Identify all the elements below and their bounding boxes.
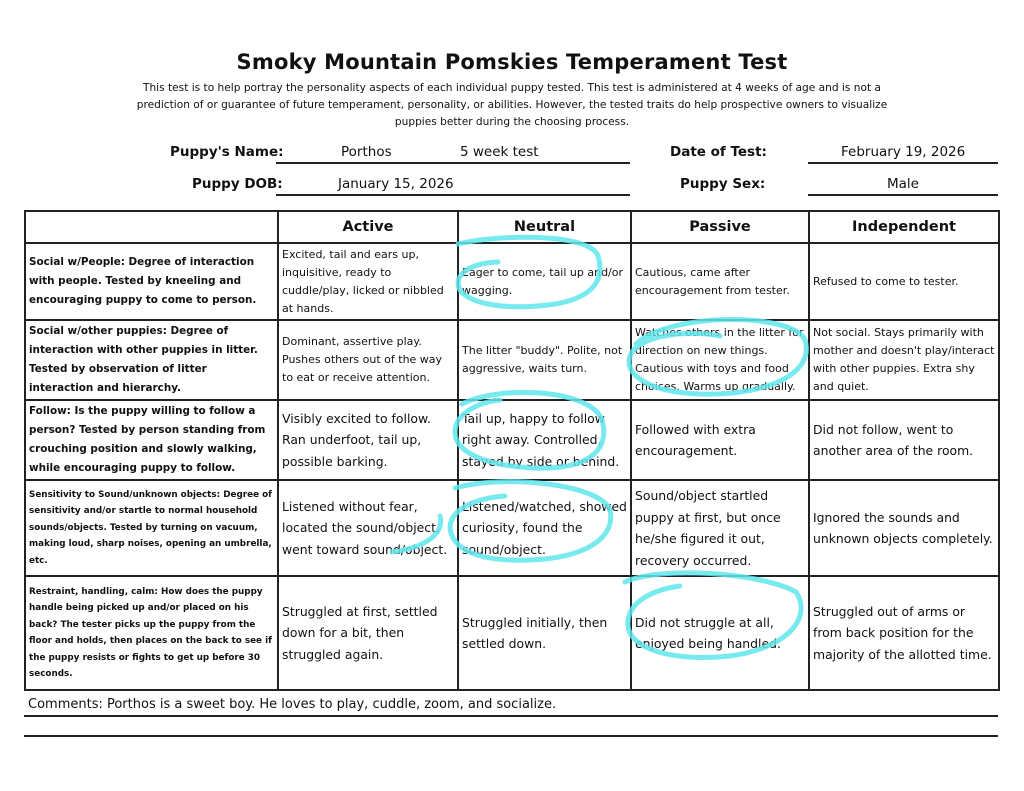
table-row: [25, 576, 999, 690]
comments-second-line: [24, 735, 998, 737]
cell-neutral: Eager to come, tail up and/or wagging.: [458, 243, 631, 320]
table-header-row: [25, 211, 999, 243]
table-row: [25, 480, 999, 576]
table-row: [25, 320, 999, 400]
table-row: [25, 243, 999, 320]
cell-passive: Cautious, came after encouragement from tester.: [631, 243, 809, 320]
cell-active: Struggled at first, settled down for a bit, then struggled again.: [278, 576, 458, 690]
cell-neutral: Tail up, happy to follow right away. Controlled, stayed by side or behind.: [458, 400, 631, 480]
document-title: Smoky Mountain Pomskies Temperament Test: [236, 50, 788, 74]
puppy-dob-value: January 15, 2026: [338, 176, 454, 192]
column-header-neutral: Neutral: [458, 211, 631, 243]
cell-active: Visibly excited to follow. Ran underfoot, tail up, possible barking.: [278, 400, 458, 480]
cell-independent: Ignored the sounds and unknown objects completely.: [809, 480, 999, 576]
puppy-sex-underline: [808, 194, 998, 196]
date-of-test-value: February 19, 2026: [841, 144, 966, 160]
cell-neutral: The litter "buddy". Polite, not aggressive, waits turn.: [458, 320, 631, 400]
cell-active: Dominant, assertive play. Pushes others out of the way to eat or receive attention.: [278, 320, 458, 400]
puppy-dob-underline: [276, 194, 630, 196]
cell-passive: Did not struggle at all, enjoyed being handled.: [631, 576, 809, 690]
puppy-name-underline: [276, 162, 630, 164]
puppy-dob-label: Puppy DOB:: [192, 176, 283, 192]
date-of-test-underline: [808, 162, 998, 164]
cell-passive: Watches others in the litter for direction on new things. Cautious with toys and food choices. Warms up gradually.: [631, 320, 809, 400]
cell-neutral: Listened/watched, showed curiosity, found the sound/object.: [458, 480, 631, 576]
cell-active: Listened without fear, located the sound/object, went toward sound/object.: [278, 480, 458, 576]
cell-passive: Sound/object startled puppy at first, but once he/she figured it out, recovery occurred.: [631, 480, 809, 576]
cell-independent: Did not follow, went to another area of the room.: [809, 400, 999, 480]
date-of-test-label: Date of Test:: [670, 144, 767, 160]
comments-text: Comments: Porthos is a sweet boy. He loves to play, cuddle, zoom, and socialize.: [28, 697, 557, 712]
criterion-header: [25, 211, 278, 243]
criterion-sensitivity: Sensitivity to Sound/unknown objects: Degree of sensitivity and/or startle to normal household sounds/objects. Tested by turning on vacuum, making loud, sharp noises, opening an umbrella, etc.: [25, 480, 278, 576]
table-row: [25, 400, 999, 480]
cell-active: Excited, tail and ears up, inquisitive, ready to cuddle/play, licked or nibbled at hands.: [278, 243, 458, 320]
column-header-passive: Passive: [631, 211, 809, 243]
comments-underline: [24, 715, 998, 717]
cell-passive: Followed with extra encouragement.: [631, 400, 809, 480]
criterion-follow: Follow: Is the puppy willing to follow a person? Tested by person standing from crouching position and slowly walking, while encouraging puppy to follow.: [25, 400, 278, 480]
puppy-sex-label: Puppy Sex:: [680, 176, 766, 192]
test-note-value: 5 week test: [460, 144, 539, 160]
intro-text: This test is to help portray the personality aspects of each individual puppy tested. This test is administered at 4 weeks of age and is not a prediction of or guarantee of future temperament, personality, or abilities. However, the tested traits do help prospective owners to visualize puppies better during the choosing process.: [136, 82, 888, 128]
cell-neutral: Struggled initially, then settled down.: [458, 576, 631, 690]
cell-independent: Struggled out of arms or from back position for the majority of the allotted time.: [809, 576, 999, 690]
puppy-name-label: Puppy's Name:: [170, 144, 284, 160]
criterion-restraint: Restraint, handling, calm: How does the puppy handle being picked up and/or placed on his back? The tester picks up the puppy from the floor and holds, then places on the back to see if the puppy resists or fights to get up before 30 seconds.: [25, 576, 278, 690]
criterion-social-puppies: Social w/other puppies: Degree of interaction with other puppies in litter. Tested by observation of litter interaction and hierarchy.: [25, 320, 278, 400]
puppy-name-value: Porthos: [341, 144, 392, 160]
column-header-active: Active: [278, 211, 458, 243]
puppy-sex-value: Male: [887, 176, 919, 192]
cell-independent: Refused to come to tester.: [809, 243, 999, 320]
column-header-independent: Independent: [809, 211, 999, 243]
temperament-table: [24, 210, 1000, 691]
cell-independent: Not social. Stays primarily with mother and doesn't play/interact with other puppies. Extra shy and quiet.: [809, 320, 999, 400]
criterion-social-people: Social w/People: Degree of interaction with people. Tested by kneeling and encouraging puppy to come to person.: [25, 243, 278, 320]
